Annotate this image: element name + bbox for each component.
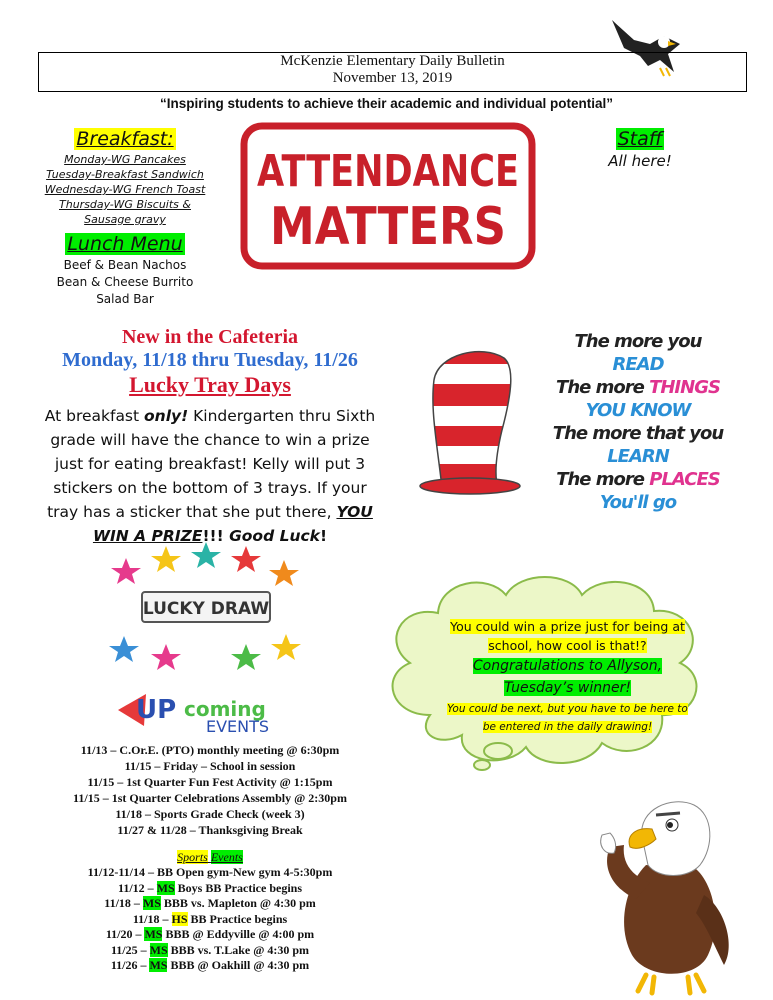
cafeteria-title: New in the Cafeteria [121, 326, 299, 348]
sports-event-item [40, 943, 380, 959]
sports-event-item [40, 896, 380, 912]
bulletin-header [38, 52, 747, 92]
event-text: 11/15 – Friday – School in session [124, 759, 296, 773]
cafeteria-dates: Monday, 11/18 thru Tuesday, 11/26 [62, 349, 358, 371]
school-level-tag: MS [144, 927, 163, 941]
desc-text: !!! [202, 527, 230, 545]
event-item [40, 774, 380, 790]
eagle-mascot [596, 795, 746, 995]
event-text: 11/13 – C.Or.E. (PTO) monthly meeting @ 6:30pm [80, 743, 340, 757]
cafeteria-description [40, 404, 380, 548]
attendance-stamp [238, 120, 538, 272]
desc-text: Kindergarten thru Sixth grade will have the chance to win a prize just for eating breakfast! Kelly will put 3 stickers on the bottom of 3 trays. If your tray has a sticker that she put there, [47, 407, 376, 521]
event-item [40, 742, 380, 758]
breakfast-item: Sausage gravy [84, 213, 166, 226]
quote-text: The more [556, 469, 650, 490]
bulletin-title: McKenzie Elementary Daily Bulletin [280, 53, 505, 69]
school-level-tag: MS [156, 880, 175, 895]
lucky-draw-graphic [106, 540, 306, 670]
event-text: 11/18 – Sports Grade Check (week 3) [115, 807, 305, 821]
sports-event-text: 11/18 – [104, 896, 143, 910]
sports-event-text: 11/26 – [110, 958, 150, 972]
sports-event-item [40, 881, 380, 897]
menu-column [30, 128, 220, 308]
cloud-line-next: You could be next, but you have to be here to be entered in the daily drawing! [447, 703, 688, 733]
cafeteria-announcement [40, 326, 380, 548]
cloud-message [440, 617, 695, 735]
breakfast-heading: Breakfast: [76, 128, 174, 150]
school-level-tag: HS [171, 911, 188, 926]
quote-word: THINGS [649, 377, 720, 398]
desc-win-prize: YOU WIN A PRIZE [92, 503, 373, 545]
sports-event-text: Boys BB Practice begins [174, 880, 302, 895]
quote-word: YOU KNOW [585, 400, 691, 421]
event-text: 11/27 & 11/28 – Thanksgiving Break [117, 823, 303, 837]
lunch-item: Bean & Cheese Burrito [56, 275, 194, 289]
breakfast-item: Wednesday-WG French Toast [44, 183, 206, 196]
quote-text: The more that you [552, 423, 724, 444]
desc-good-luck: Good Luck [229, 527, 320, 545]
sports-event-text: 11/25 – [110, 942, 150, 957]
school-motto: “Inspiring students to achieve their academic and individual potential” [159, 96, 614, 111]
sports-word: Sports [177, 850, 208, 864]
cloud-line-winner: Congratulations to Allyson, Tuesday’s winner! [472, 658, 663, 696]
sports-event-text: 11/12 – [118, 880, 157, 895]
upcoming-coming: coming [184, 697, 266, 721]
upcoming-events-logo [116, 690, 326, 734]
event-item [40, 758, 380, 774]
bulletin-date: November 13, 2019 [332, 70, 453, 86]
events-section [40, 742, 380, 974]
desc-emphasis: only! [144, 407, 189, 425]
sports-event-text: BBB vs. Mapleton @ 4:30 pm [160, 896, 316, 910]
school-level-tag: MS [149, 958, 168, 972]
quote-word: PLACES [649, 469, 720, 490]
quote-word: LEARN [607, 446, 669, 467]
event-text: 11/15 – 1st Quarter Fun Fest Activity @ 1:15pm [87, 775, 333, 789]
event-text: 11/15 – 1st Quarter Celebrations Assembly @ 2:30pm [73, 791, 347, 805]
sports-event-text: BBB @ Eddyville @ 4:00 pm [162, 927, 315, 941]
sports-event-text: 11/12-11/14 – BB Open gym-New gym 4-5:30pm [87, 865, 333, 879]
sports-event-text: 11/18 – [132, 911, 172, 926]
breakfast-item: Thursday-WG Biscuits & [59, 198, 191, 211]
sports-event-text: BBB @ Oakhill @ 4:30 pm [167, 958, 310, 972]
school-level-tag: MS [142, 896, 161, 910]
striped-hat-image [412, 340, 532, 495]
sports-event-text: 11/20 – [105, 927, 145, 941]
sports-events-heading [40, 850, 380, 865]
breakfast-item: Monday-WG Pancakes [64, 153, 186, 166]
staff-section [590, 128, 690, 170]
staff-status: All here! [608, 152, 672, 170]
lucky-draw-label: LUCKY DRAW [142, 599, 270, 619]
sports-event-text: BB Practice begins [187, 911, 288, 926]
lunch-heading: Lunch Menu [67, 233, 183, 255]
events-word: Events [210, 850, 243, 864]
quote-text: The more [556, 377, 650, 398]
quote-text: The more you [574, 331, 702, 352]
sports-event-item [40, 958, 380, 974]
upcoming-up: UP [136, 695, 177, 725]
staff-heading: Staff [617, 128, 663, 150]
cloud-line-prize: You could win a prize just for being at school, how cool is that!? [450, 619, 685, 653]
reading-quote [548, 330, 728, 514]
sports-list [40, 865, 380, 974]
sports-event-item [40, 865, 380, 881]
sports-event-item [40, 912, 380, 928]
sports-event-item [40, 927, 380, 943]
attendance-line1: ATTENDANCE [257, 146, 519, 197]
quote-word: READ [612, 354, 664, 375]
lunch-item: Beef & Bean Nachos [63, 258, 187, 272]
school-level-tag: MS [149, 942, 168, 957]
sports-event-text: BBB vs. T.Lake @ 4:30 pm [167, 942, 310, 957]
lunch-item: Salad Bar [96, 292, 154, 306]
upcoming-events: EVENTS [206, 717, 270, 736]
event-item [40, 790, 380, 806]
quote-word: You'll go [599, 492, 677, 513]
breakfast-item: Tuesday-Breakfast Sandwich [46, 168, 204, 181]
attendance-line2: MATTERS [270, 197, 506, 257]
desc-text: At breakfast [44, 407, 145, 425]
event-item [40, 822, 380, 838]
event-item [40, 806, 380, 822]
desc-text: ! [319, 527, 328, 545]
lucky-tray-days-title: Lucky Tray Days [129, 372, 291, 397]
